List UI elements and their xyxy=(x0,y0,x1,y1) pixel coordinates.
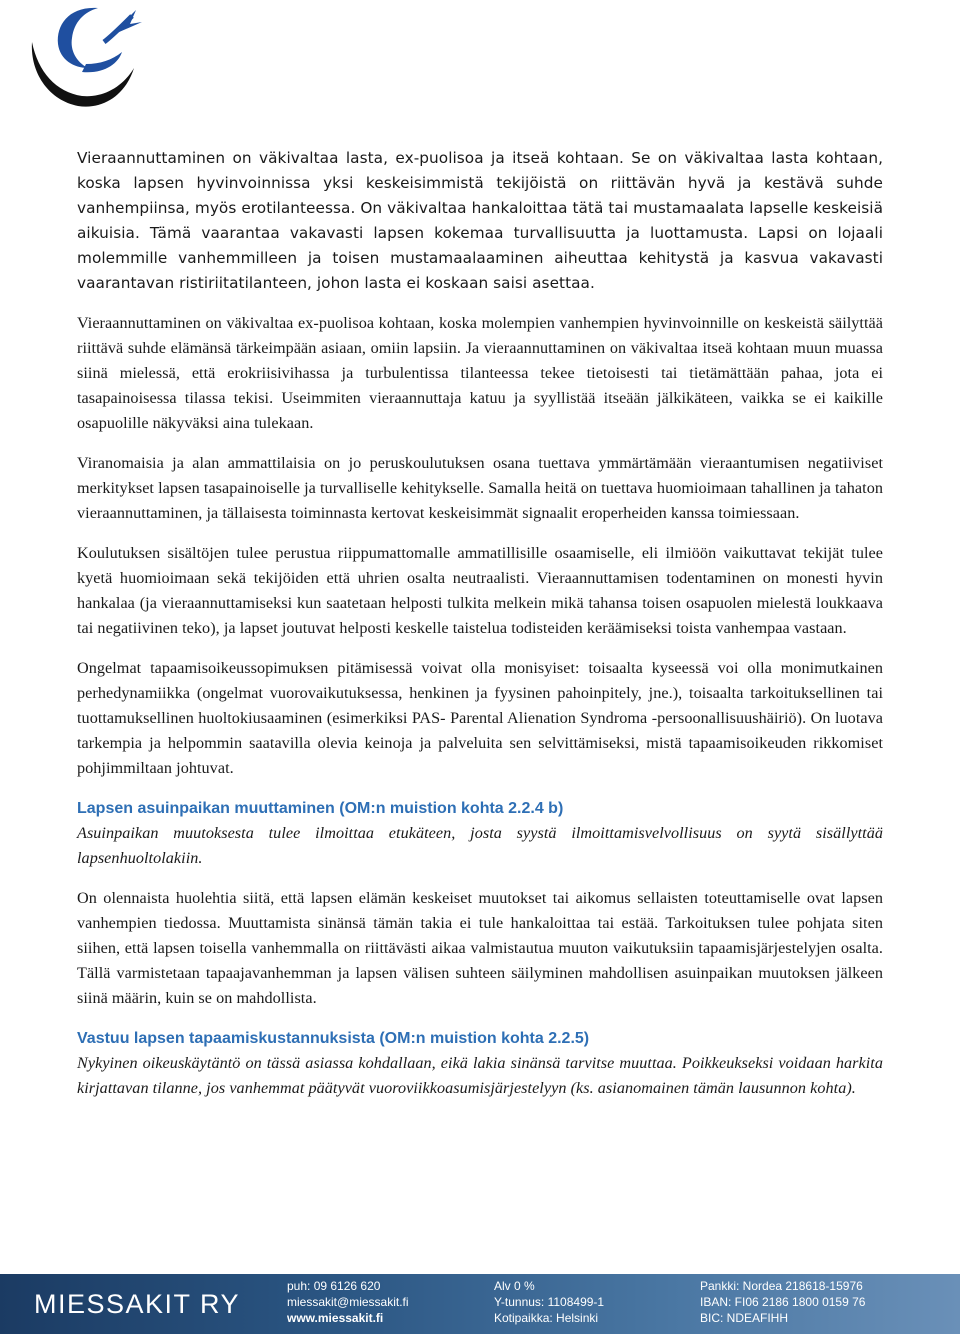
section-italic-note: Asuinpaikan muutoksesta tulee ilmoittaa etukäteen, josta syystä ilmoittamisvelvollisuus on syytä sisällyttää lapsenhuoltolakiin. xyxy=(77,824,883,867)
footer-bic: BIC: NDEAFIHH xyxy=(700,1311,789,1325)
document-body xyxy=(77,146,883,1116)
section-heading: Vastuu lapsen tapaamiskustannuksista (OM:n muistion kohta 2.2.5) xyxy=(77,1030,590,1047)
paragraph: Koulutuksen sisältöjen tulee perustua riippumattomalle ammatillisille osaamiselle, eli ilmiöön vaikuttavat tekijät tulee kyetä huomioimaan sekä tekijöiden että uhrien osalta neutraalisti. Vieraannuttamisen todentaminen on monesti hyvin hankalaa (ja vieraannuttamiseksi kun saatetaan helposti tulkita melkein mikä tahansa toisen osapuolen mielestä loukkaava tai negatiivinen teko), ja lapset joutuvat helposti keskelle taistelua todisteiden keräämiseksi toista vanhempaa vastaan. xyxy=(77,544,883,637)
footer-bank xyxy=(700,1278,865,1326)
paragraph: Viranomaisia ja alan ammattilaisia on jo peruskoulutuksen osana tuettava ymmärtämään vieraantumisen negatiiviset merkitykset lapsen tasapainoiselle ja turvalliselle kehitykselle. Samalla heitä on tuettava huomioimaan tahallinen ja tahaton vieraannuttaminen, ja tällaisesta toiminnasta kertovat keskeisimmät signaalit eroperheiden kanssa toimiessaan. xyxy=(77,454,883,522)
paragraph: Ongelmat tapaamisoikeussopimuksen pitämisessä voivat olla monisyiset: toisaalta kyseessä voi olla monimutkainen perhedynamiikka (ongelmat vuorovaikutuksessa, henkinen ja fyysinen pahoinpitely, jne.), toisaalta tarkoituksellinen tai tuottamuksellinen huoltokiusaaminen (esimerkiksi PAS- Parental Alienation Syndroma -persoonallisuushäiriö). On luotava tarkempia ja helpommin saatavilla olevia keinoja ja palveluita sen selvittämiseksi, mistä tapaamisoikeuden rikkomiset pohjimmiltaan johtuvat. xyxy=(77,659,883,777)
paragraph: On olennaista huolehtia siitä, että lapsen elämän keskeiset muutokset tai aikomus sellaisten toteuttamiselle ovat lapsen vanhempien tiedossa. Muuttamista sinänsä tämän takia ei tule hankaloittaa tai estää. Tarkoituksen tulee pohjata siten siihen, että lapsen toisella vanhemmalla on riittävästi aikaa valmistautua muuton vaikutuksiin tapaamisjärjestelyjen osalta. Tällä varmistetaan tapaajavanhemman ja lapsen välisen suhteen säilyminen mahdollisen asuinpaikan muutoksen jälkeen siinä määrin, kuin se on mahdollista. xyxy=(77,889,883,1007)
footer-bank-account: Pankki: Nordea 218618-15976 xyxy=(700,1279,863,1293)
footer-brand: MIESSAKIT RY xyxy=(34,1289,241,1319)
footer-iban: IBAN: FI06 2186 1800 0159 76 xyxy=(700,1295,866,1309)
logo-icon xyxy=(26,2,144,118)
footer-business-id: Y-tunnus: 1108499-1 xyxy=(494,1295,605,1309)
footer-domicile: Kotipaikka: Helsinki xyxy=(494,1311,599,1325)
footer-email-link[interactable]: miessakit@miessakit.fi xyxy=(287,1295,409,1309)
footer-bar xyxy=(0,1274,960,1334)
paragraph: Vieraannuttaminen on väkivaltaa ex-puolisoa kohtaan, koska molempien vanhempien hyvinvoinnille on keskeistä säilyttää riittävä suhde elämänsä tärkeimpään asiaan, omiin lapsiin. Ja vieraannuttaminen on väkivaltaa itseä kohtaan muun muassa siinä mielessä, että erokriisivihassa ja turbulentissa tilanteessa tekee tietoisesti tai tietämättään pahaa, jota ei tasapainoisessa tilassa tekisi. Useimmiten vieraannuttaja katuu ja syyllistää itseään jälkikäteen, vaikka se ei kaikille osapuolille näkyväksi aina tulekaan. xyxy=(77,314,883,432)
footer-company xyxy=(494,1278,604,1326)
section-heading: Lapsen asuinpaikan muuttaminen (OM:n muistion kohta 2.2.4 b) xyxy=(77,800,564,817)
footer-vat: Alv 0 % xyxy=(494,1279,535,1293)
footer-contact xyxy=(287,1278,409,1326)
footer-phone: puh: 09 6126 620 xyxy=(287,1279,381,1293)
footer-website-link[interactable]: www.miessakit.fi xyxy=(287,1311,384,1325)
paragraph: Vieraannuttaminen on väkivaltaa lasta, ex-puolisoa ja itseä kohtaan. Se on väkivaltaa lasta kohtaan, koska lapsen hyvinvoinnissa yksi keskeisimmistä tekijöistä on riittävän hyvä ja kestävä suhde vanhempiinsa, myös erotilanteessa. On väkivaltaa hankaloittaa tätä tai mustamaalata lapselle keskeisiä aikuisia. Tämä vaarantaa vakavasti lapsen kokemaa turvallisuutta ja luottamusta. Lapsi on lojaali molemmille vanhemmilleen ja toisen mustamaalaaminen aiheuttaa kehitystä ja kasvua vakavasti vaarantavan ristiriitatilanteen, johon lasta ei koskaan saisi asettaa. xyxy=(77,149,883,292)
section-italic-note: Nykyinen oikeuskäytäntö on tässä asiassa kohdallaan, eikä lakia sinänsä tarvitse muuttaa. Poikkeukseksi voidaan harkita kirjattavan tilanne, jos vanhemmat päätyvät vuoroviikkoasumisjärjestelyyn (ks. asianomainen tämän lausunnon kohta). xyxy=(77,1054,883,1097)
